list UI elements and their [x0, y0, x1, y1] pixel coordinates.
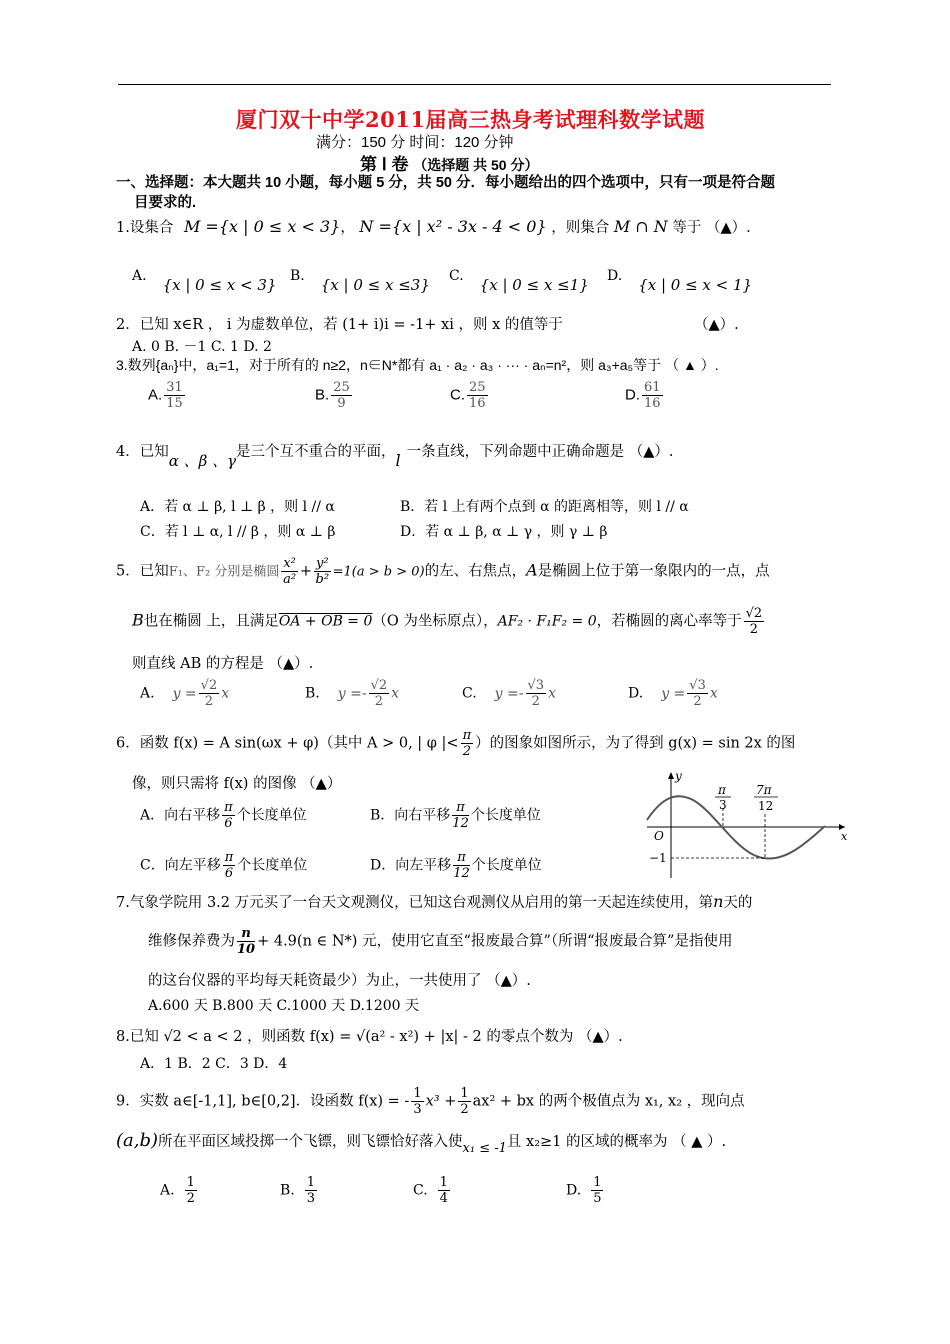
q5-text-2: 是椭圆上位于第一象限内的一点，点 — [537, 563, 770, 580]
opt-pre: y = — [494, 685, 519, 702]
option-label: D. — [607, 268, 623, 284]
frac-num: √2 — [370, 678, 388, 693]
q4-option-d[interactable]: D．若 α ⊥ β, α ⊥ γ ，则 γ ⊥ β — [400, 524, 608, 540]
option-label: B. — [290, 268, 305, 284]
q7-text: 7.气象学院用 3.2 万元买了一台天文观测仪，已知这台观测仪从启用的第一天起连续使用，第 — [116, 895, 714, 911]
option-label: B. — [315, 386, 330, 404]
frac-num: π — [452, 800, 469, 816]
opt-pre: B．向右平移 — [370, 807, 451, 824]
frac-den: 2 — [531, 694, 540, 709]
q2-options[interactable]: A. 0 B. －1 C. 1 D. 2 — [132, 339, 272, 355]
question-1 — [116, 216, 751, 237]
section-instructions — [116, 173, 775, 213]
q5-text: 的左、右焦点， — [424, 563, 527, 580]
question-5-line-3: 则直线 AB 的方程是 （▲）. — [132, 656, 314, 672]
opt-pre: y = — [661, 685, 686, 702]
q9-option-d[interactable] — [566, 1175, 605, 1206]
q9-term: x³ + — [425, 1093, 457, 1110]
opt-post: x — [221, 685, 230, 702]
q5-option-d[interactable] — [628, 678, 718, 709]
option-label: C. — [449, 268, 464, 284]
q1-set-m: M ={x | 0 ≤ x < 3} — [183, 217, 341, 236]
option-label: D. — [628, 685, 644, 702]
option-label: B. — [280, 1182, 295, 1199]
frac-den: 15 — [166, 396, 183, 411]
question-2: 2．已知 x∈R ， i 为虚数单位，若 (1+ i)i = -1+ xi ，则 x 的值等于 — [116, 317, 563, 333]
frac-den: 10 — [237, 942, 256, 957]
opt-post: 个长度单位 — [471, 857, 542, 874]
question-8: 8.已知 √2 < a < 2 ，则函数 f(x) = √(a² - x²) + |x| - 2 的零点个数为 （▲）. — [116, 1029, 623, 1045]
option-label: C. — [462, 685, 477, 702]
option-label: D. — [625, 386, 640, 404]
q5-dot-eq: AF₂ · F₁F₂ = 0 — [497, 613, 597, 630]
origin-label: O — [654, 829, 664, 843]
frac-num: π — [224, 800, 233, 815]
frac-den: 16 — [469, 396, 486, 411]
q7-text-3: + 4.9(n ∈ N*) 元，使用它直至“报废最合算”（所谓“报废最合算”是指使用 — [257, 933, 733, 950]
section-line-1: 一、选择题：本大题共 10 小题，每小题 5 分，共 50 分．每小题给出的四个选项中，只有一项是符合题 — [116, 175, 775, 191]
q1-intersection: M ∩ N — [613, 217, 668, 236]
q5-option-a[interactable] — [140, 678, 229, 709]
frac-num: y² — [316, 556, 329, 571]
exam-subtitle: 满分：150 分 时间：120 分钟 — [316, 134, 514, 151]
y-label: y — [675, 770, 682, 783]
q4-option-a[interactable]: A．若 α ⊥ β, l ⊥ β ，则 l // α — [140, 499, 335, 515]
q7-options[interactable]: A.600 天 B.800 天 C.1000 天 D.1200 天 — [148, 998, 419, 1014]
question-7-line-2 — [148, 926, 732, 957]
opt-post: 个长度单位 — [236, 807, 307, 824]
q9-text-4: 且 x₂≥1 的区域的概率为 （ ▲ ）. — [506, 1134, 727, 1150]
q5-text-3: 也在椭圆 上，且满足 — [143, 613, 279, 630]
q5-vector-eq: OA + OB = 0 — [278, 613, 373, 630]
frac-num: π — [224, 850, 234, 865]
q4-mid: 是三个互不重合的平面， — [236, 444, 396, 460]
opt-sign: - — [361, 685, 367, 702]
question-3: 3.数列{aₙ}中，a₁=1，对于所有的 n≥2，n∈N*都有 a₁ · a₂ · a₃ · ··· · aₙ=n²，则 a₃+a₅等于 （ ▲ ）. — [116, 357, 719, 373]
frac-num: 1 — [413, 1086, 422, 1101]
question-7-line-3: 的这台仪器的平均每天耗资最少）为止，一共使用了 （▲）. — [148, 973, 531, 989]
option-label: B. — [305, 685, 320, 702]
q1-sep: ， — [340, 220, 355, 236]
q6-pre: 6．函数 f(x) = A sin(ωx + φ)（其中 A > 0, | φ |< — [116, 735, 459, 752]
q1-set-n: N ={x | x² - 3x - 4 < 0} — [359, 217, 547, 236]
q4-planes: α 、β 、γ — [168, 452, 237, 470]
opt-post: x — [548, 685, 556, 702]
frac-den: a² — [283, 572, 297, 587]
frac-den: 4 — [439, 1191, 448, 1206]
q1-option-a[interactable] — [132, 266, 277, 294]
frac-num: π — [453, 850, 470, 866]
frac-num: x² — [283, 556, 296, 571]
section-line-2: 目要求的. — [134, 195, 197, 211]
q5-point-a: A — [526, 560, 538, 580]
frac-num: π — [462, 728, 472, 743]
opt-post: 个长度单位 — [470, 807, 541, 824]
frac-den: 9 — [337, 396, 346, 411]
frac-den: 6 — [224, 866, 234, 881]
tick-1-den: 3 — [719, 798, 727, 812]
q7-text-b: 天的 — [723, 895, 753, 911]
opt-pre: A．向右平移 — [140, 807, 221, 824]
exam-title: 厦门双十中学2011届高三热身考试理科数学试题 — [236, 107, 705, 132]
frac-num: 25 — [469, 380, 486, 395]
q6-option-b[interactable] — [370, 800, 541, 831]
q5-pre: 5．已知 — [116, 563, 169, 580]
q1-option-d[interactable] — [607, 266, 753, 294]
q7-text-2: 维修保养费为 — [148, 933, 235, 950]
q1-option-b[interactable] — [290, 266, 430, 294]
tick-2-num: 7π — [756, 783, 772, 797]
question-9-line-2 — [116, 1130, 727, 1156]
opt-pre: y = — [337, 685, 362, 702]
frac-num: n — [237, 926, 255, 942]
option-label: A. — [148, 386, 163, 404]
opt-pre: y = — [172, 685, 197, 702]
q3-option-b[interactable] — [315, 380, 354, 411]
volume-note: （选择题 共 50 分） — [413, 157, 539, 173]
q9-text-3: 所在平面区域投掷一个飞镖，则飞镖恰好落入使 — [158, 1134, 463, 1150]
opt-post: 个长度单位 — [237, 857, 308, 874]
question-6-line-2: 像，则只需将 f(x) 的图像 （▲） — [132, 776, 342, 792]
question-4 — [116, 440, 674, 470]
frac-num: 1 — [593, 1175, 602, 1190]
option-label: A. — [140, 685, 155, 702]
question-5-line-1: 5．已知F₁、F₂ 分别是椭圆 $\frac{\text{x²}}{\text{a²}}$ + $\frac{\text{y²}}{\text{b²}}$ =1(a > b > 0)的左、右焦点，A是椭圆上位于第一象限内的一点，点 — [116, 556, 770, 587]
question-6-line-1 — [116, 728, 795, 759]
q9-option-a[interactable] — [160, 1175, 199, 1206]
q7-n: n — [713, 892, 724, 911]
opt-sign: - — [518, 685, 524, 702]
q4-option-c[interactable]: C．若 l ⊥ α, l // β ，则 α ⊥ β — [140, 524, 336, 540]
q5-ellipse-cond: =1(a > b > 0) — [332, 564, 425, 580]
q4-line-symbol: l — [395, 451, 401, 470]
option-label: C. — [413, 1182, 428, 1199]
q9-option-b[interactable] — [280, 1175, 319, 1206]
option-label: A. — [160, 1182, 175, 1199]
top-rule — [118, 84, 831, 85]
tick-2-den: 12 — [758, 799, 774, 813]
q8-options[interactable]: A．1 B．2 C．3 D．4 — [140, 1056, 288, 1072]
volume-label: 第 Ⅰ 卷 — [360, 155, 409, 174]
q9-text-2: ax² + bx 的两个极值点为 x₁, x₂ ，现向点 — [472, 1093, 745, 1110]
q4-option-b[interactable]: B．若 l 上有两个点到 α 的距离相等，则 l // α — [400, 499, 689, 515]
frac-num: 61 — [644, 380, 661, 395]
q3-option-c[interactable] — [450, 380, 490, 411]
q6-option-c[interactable] — [140, 850, 307, 881]
frac-den: b² — [315, 572, 330, 587]
frac-num: 31 — [166, 380, 183, 395]
frac-num: 1 — [439, 1175, 448, 1190]
q1-end: 等于 （▲）. — [672, 220, 751, 236]
option-label: D. — [566, 1182, 582, 1199]
q9-cond: x₁ ≤ -1 — [462, 1141, 507, 1156]
opt-pre: D．向左平移 — [370, 857, 452, 874]
x-label: x — [841, 830, 848, 843]
q2-answer-mark: （▲）. — [694, 317, 739, 333]
opt-post: x — [391, 685, 400, 702]
q4-post: 一条直线，下列命题中正确命题是 （▲）. — [406, 444, 674, 460]
frac-den: 2 — [460, 1102, 469, 1117]
q5-option-b[interactable] — [305, 678, 399, 709]
volume-heading — [360, 150, 538, 175]
q6-option-a[interactable] — [140, 800, 307, 831]
q3-option-a[interactable] — [148, 380, 187, 411]
frac-den: 2 — [186, 1191, 195, 1206]
frac-den: 2 — [749, 622, 759, 637]
q5-foci: F₁、F₂ 分别是椭圆 — [168, 564, 280, 580]
q5-point-b: B — [132, 610, 144, 630]
option-text: {x | 0 ≤ x ≤3} — [320, 276, 430, 294]
neg-one-label: −1 — [649, 851, 667, 865]
frac-den: 6 — [224, 816, 233, 831]
q5-option-c[interactable] — [462, 678, 556, 709]
frac-den: 2 — [693, 694, 702, 709]
frac-den: 12 — [453, 866, 470, 881]
question-5-line-2 — [132, 606, 766, 637]
frac-num: √2 — [745, 606, 763, 621]
frac-num: 1 — [460, 1086, 469, 1101]
frac-num: 1 — [186, 1175, 195, 1190]
tick-1-num: π — [718, 783, 726, 797]
y-axis-arrow — [668, 772, 674, 779]
q6-option-d[interactable] — [370, 850, 542, 881]
option-text: {x | 0 ≤ x < 3} — [162, 276, 277, 294]
frac-num: 25 — [333, 380, 350, 395]
frac-den: 3 — [306, 1191, 316, 1206]
question-7-line-1 — [116, 891, 752, 912]
q5-origin-note: （O 为坐标原点）， — [372, 613, 498, 630]
opt-post: x — [709, 685, 718, 702]
option-text: {x | 0 ≤ x < 1} — [638, 276, 753, 294]
frac-num: 1 — [306, 1175, 316, 1190]
q9-option-c[interactable] — [413, 1175, 452, 1206]
q1-option-c[interactable] — [449, 266, 589, 294]
option-label: A. — [132, 268, 147, 284]
frac-num: √3 — [527, 678, 545, 693]
frac-num: √3 — [689, 678, 706, 693]
q4-pre: 4．已知 — [116, 444, 169, 460]
option-label: C. — [450, 386, 465, 404]
frac-den: 2 — [204, 694, 214, 709]
frac-den: 5 — [593, 1191, 602, 1206]
frac-den: 2 — [462, 744, 471, 759]
opt-pre: C．向左平移 — [140, 857, 221, 874]
q5-text-4: ，若椭圆的离心率等于 — [596, 613, 742, 630]
frac-num: √2 — [200, 678, 218, 693]
frac-den: 16 — [644, 396, 661, 411]
frac-den: 2 — [374, 694, 383, 709]
frac-den: 3 — [413, 1102, 422, 1117]
frac-den: 12 — [452, 816, 469, 831]
q9-text: 9．实数 a∈[-1,1], b∈[0,2]．设函数 f(x) = - — [116, 1093, 410, 1110]
sine-graph — [645, 770, 850, 880]
q1-pre: 1.设集合 — [116, 220, 174, 236]
q1-post: ，则集合 — [551, 220, 610, 236]
question-9-line-1 — [116, 1086, 745, 1117]
q6-post: ）的图象如图所示，为了得到 g(x) = sin 2x 的图 — [475, 735, 796, 752]
q9-point: (a,b) — [116, 1130, 159, 1151]
option-text: {x | 0 ≤ x ≤1} — [479, 276, 589, 294]
q3-option-d[interactable] — [625, 380, 665, 411]
